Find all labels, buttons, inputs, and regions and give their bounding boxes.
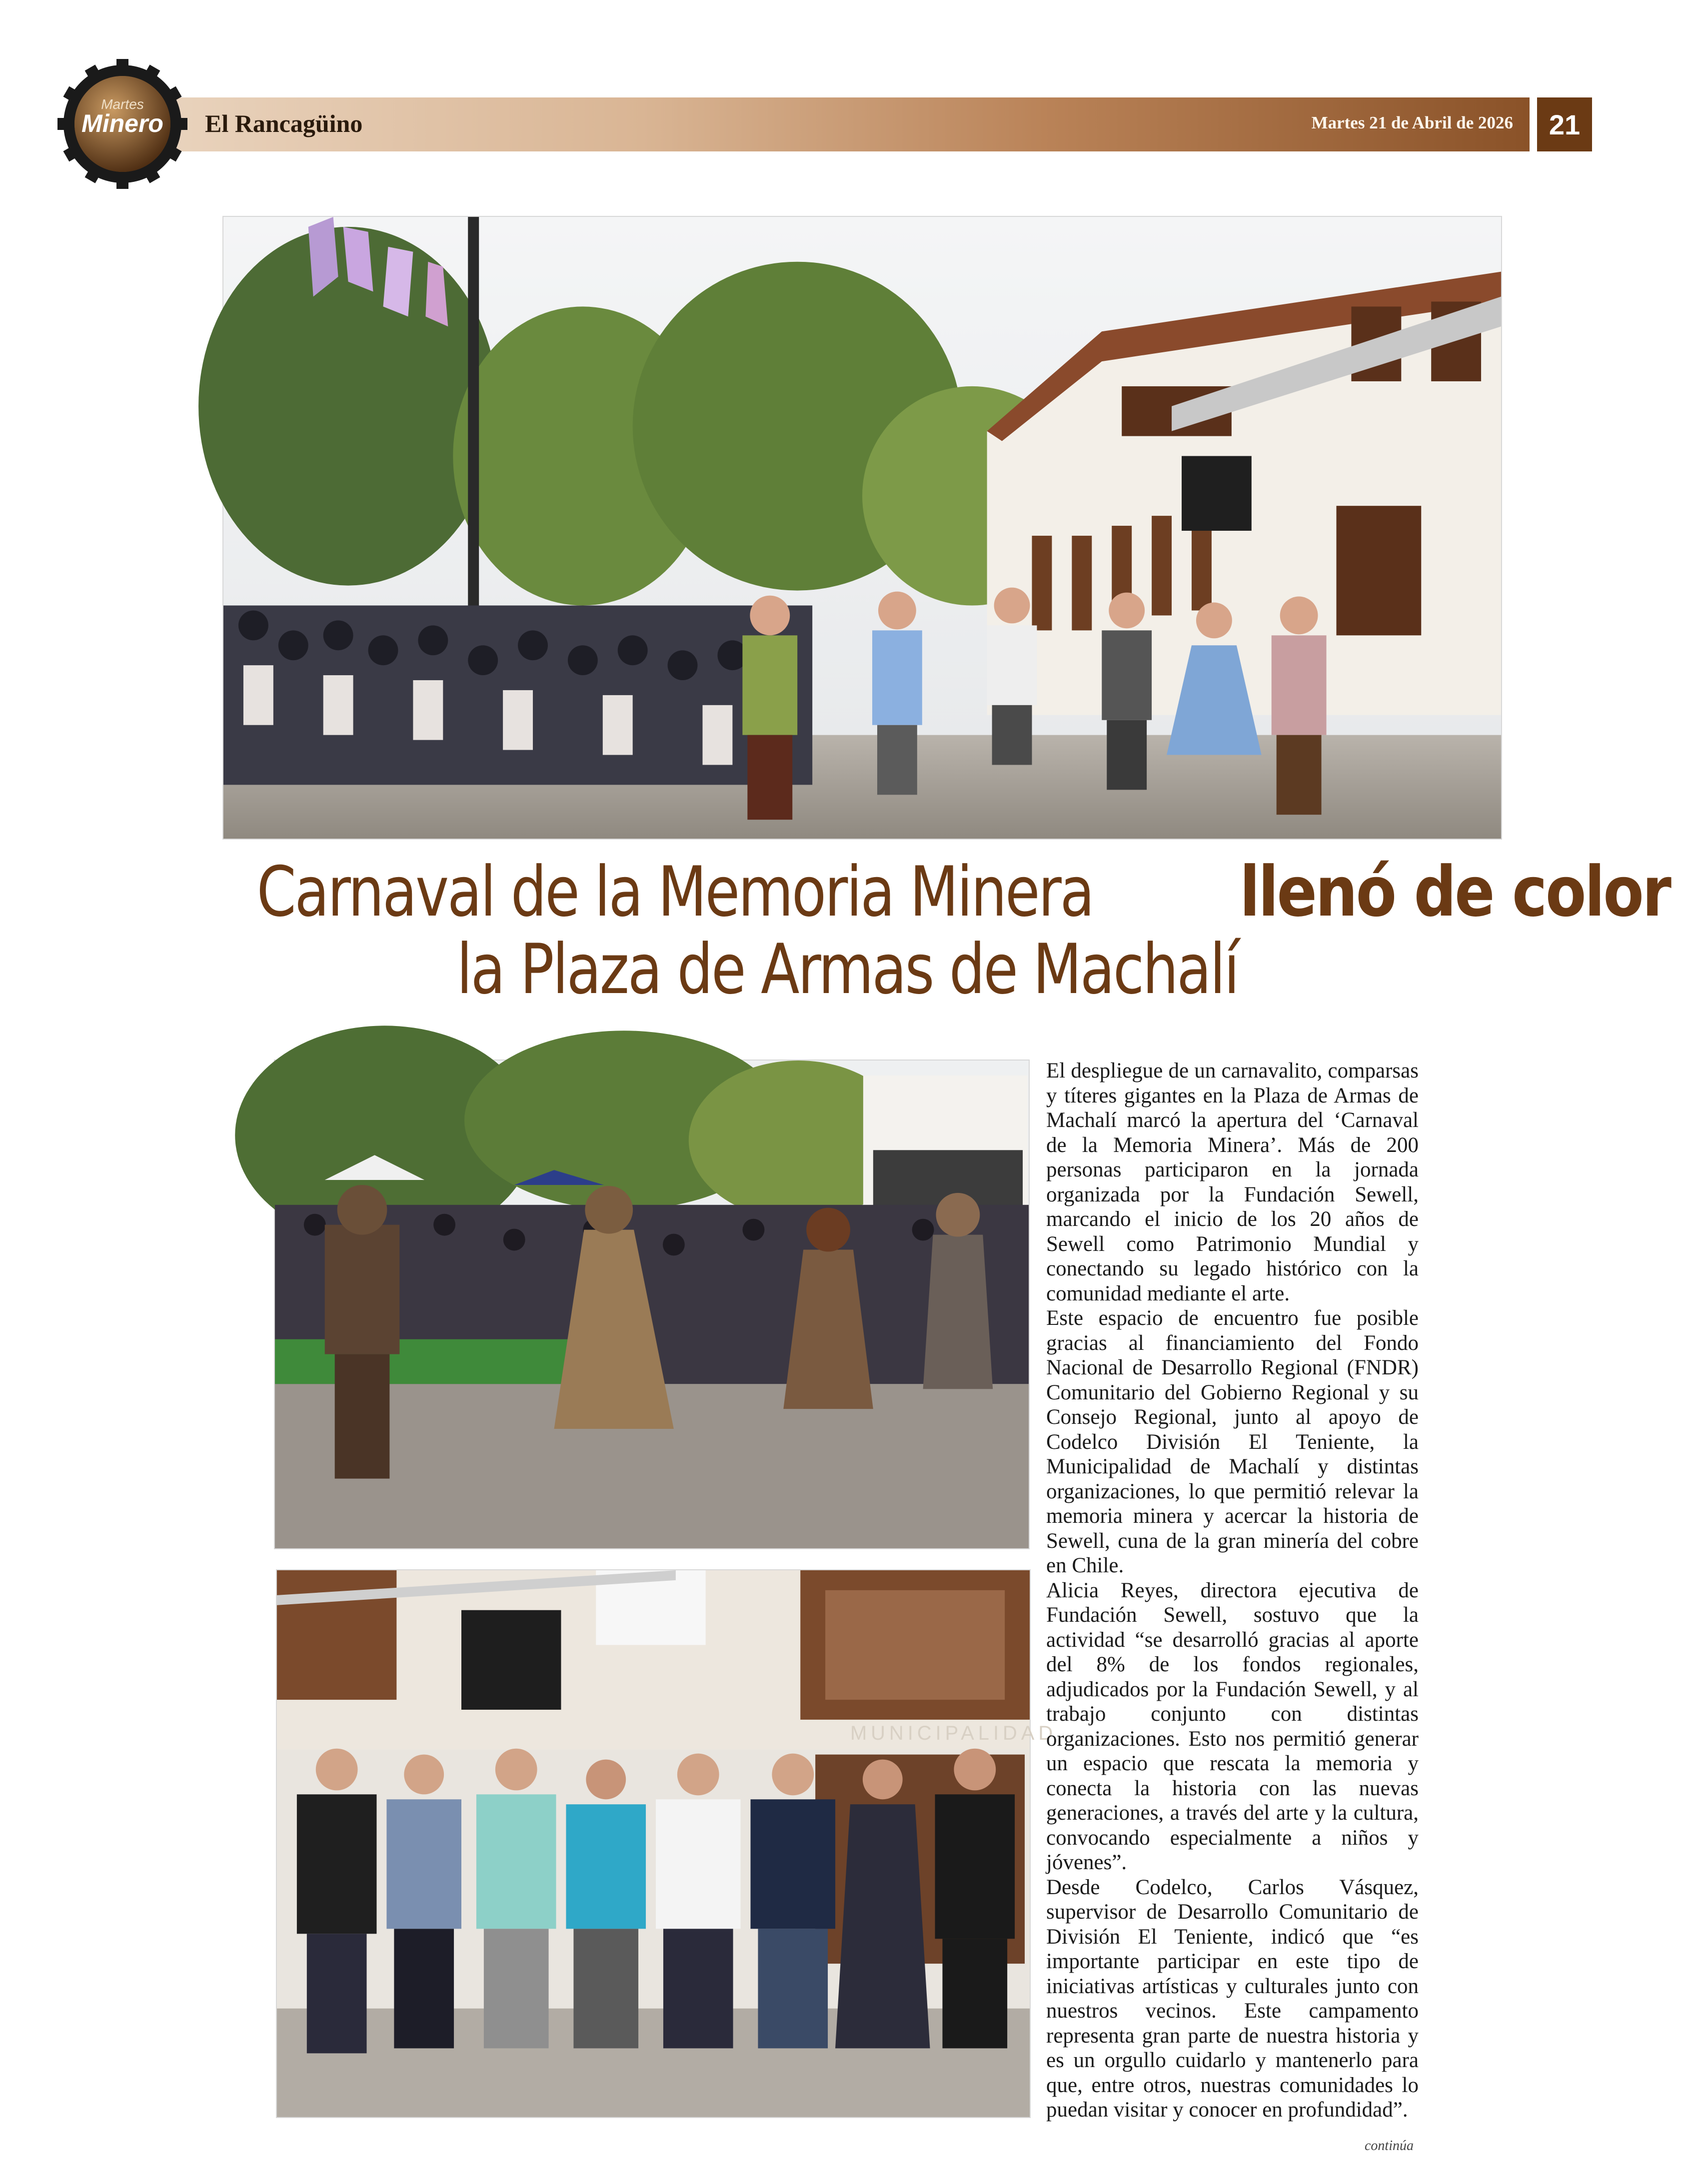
headline-line-2-text: la Plaza de Armas de Machalí bbox=[456, 929, 1238, 1010]
photo-carnival-performers bbox=[222, 216, 1502, 840]
article-paragraph: Desde Codelco, Carlos Vásquez, supervisor de Desarrollo Comunitario de División El Teniente, indicó que “es importante participar en este tipo de iniciativas artísticas y culturales junto con nuestros vecinos. Este campamento representa gran parte de nuestra historia y es un orgullo cuidarlo y mantenerlo para que, entre otros, nuestras comunidades lo puedan visitar y conocer en profundidad”. bbox=[1046, 1875, 1419, 2122]
article-paragraph: El despliegue de un carnavalito, comparsas y títeres gigantes en la Plaza de Armas de Machalí marcó la apertura del ‘Carnaval de la Memoria Minera’. Más de 200 personas participaron en la jornada organizada por la Fundación Sewell, marcando el inicio de los 20 años de Sewell como Patrimonio Mundial y conectando su legado histórico con la comunidad mediante el arte. bbox=[1046, 1059, 1419, 1305]
headline-part-2-bold: llenó de color bbox=[1240, 852, 1670, 932]
newspaper-name: El Rancagüino bbox=[205, 109, 363, 137]
logo-small-text: Martes bbox=[101, 96, 144, 112]
headline-line-2 bbox=[165, 931, 1530, 1009]
martes-minero-logo bbox=[57, 59, 187, 189]
municipalidad-sign: MUNICIPALIDAD bbox=[850, 1722, 1057, 1744]
headline bbox=[165, 852, 1670, 1010]
headline-line-1 bbox=[165, 852, 1670, 932]
logo-main-text: Minero bbox=[81, 109, 163, 137]
article-body bbox=[1046, 1059, 1419, 2123]
continues-label: continúa bbox=[1365, 2138, 1414, 2154]
headline-part-1: Carnaval de la Memoria Minera bbox=[256, 852, 1093, 932]
page-number: 21 bbox=[1537, 97, 1592, 151]
article-paragraph: Este espacio de encuentro fue posible gracias al financiamiento del Fondo Nacional de Desarrollo Regional (FNDR) Comunitario del Gobierno Regional y su Consejo Regional, junto al apoyo de Codelco División El Teniente, la Municipalidad de Machalí y distintas organizaciones, lo que permitió relevar la memoria minera y acercar la historia de Sewell, cuna de la gran minería del cobre en Chile. bbox=[1046, 1306, 1419, 1577]
photo-group-officials bbox=[276, 1569, 1057, 2118]
issue-date: Martes 21 de Abril de 2026 bbox=[1311, 113, 1513, 132]
article-paragraph: Alicia Reyes, directora ejecutiva de Fundación Sewell, sostuvo que la actividad “se desarrolló gracias al aporte del 8% de los fondos regionales, adjudicados por la Fundación Sewell, y al trabajo conjunto con distintas organizaciones. Esto nos permitió generar un espacio que rescata la memoria y conecta la historia con las nuevas generaciones, a través del arte y la cultura, convocando especialmente a niños y jóvenes”. bbox=[1046, 1578, 1419, 1874]
photo-giant-puppets bbox=[274, 1060, 1030, 1549]
